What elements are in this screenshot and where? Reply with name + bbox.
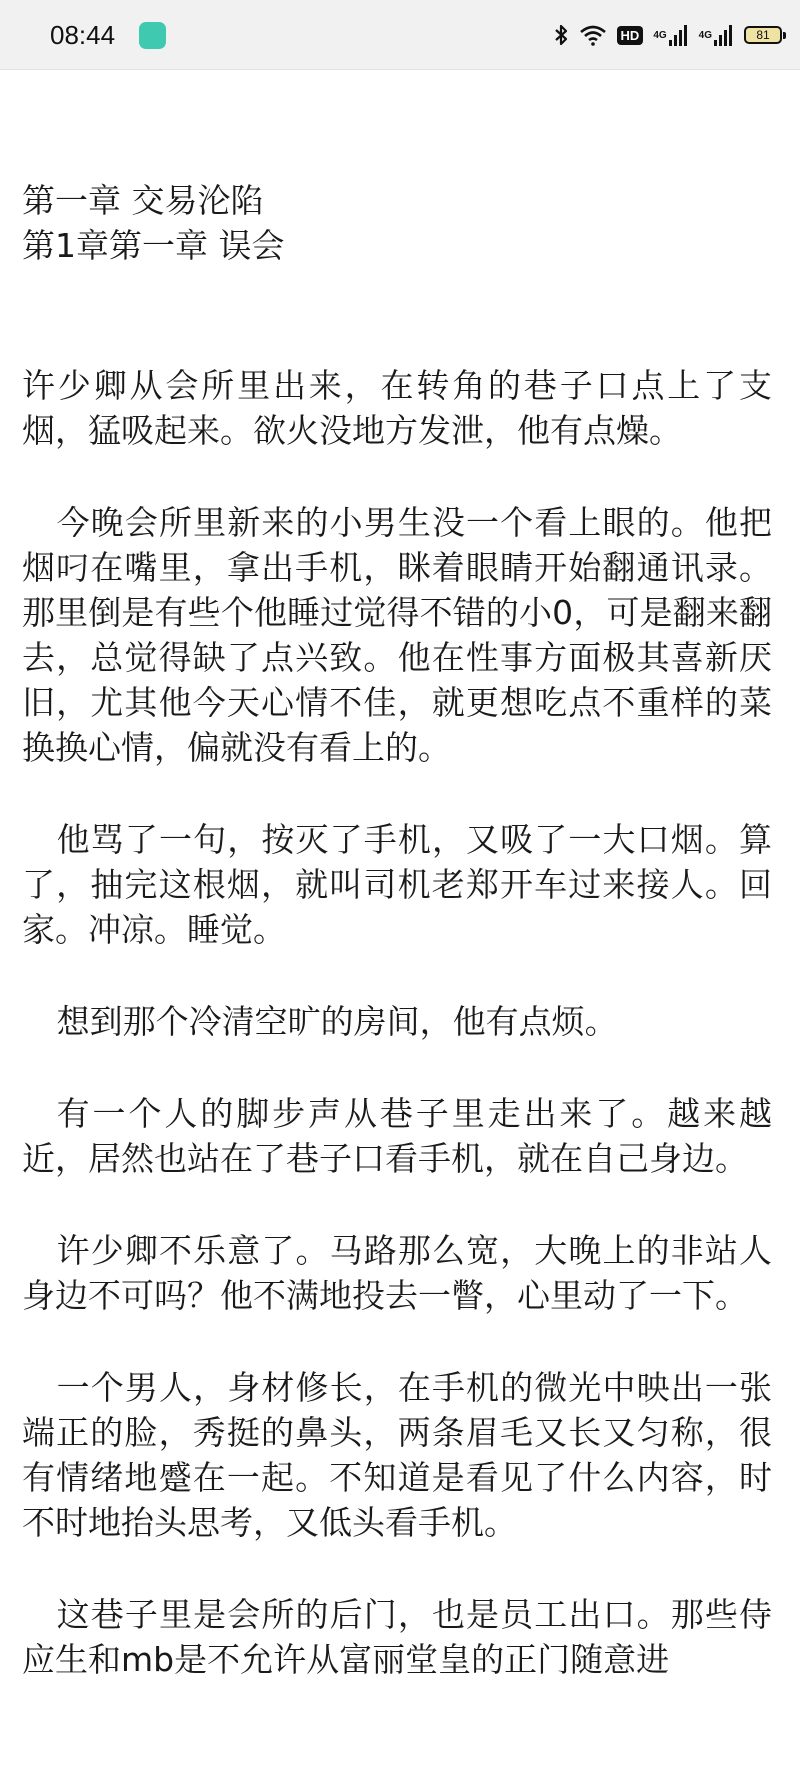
signal-icon bbox=[699, 24, 734, 46]
status-icons bbox=[553, 16, 782, 54]
wifi-icon bbox=[579, 24, 607, 46]
paragraph: 想到那个冷清空旷的房间，他有点烦。 bbox=[56, 1002, 618, 1041]
hd-icon: HD bbox=[617, 26, 644, 45]
network-type-label: 4G bbox=[653, 30, 667, 41]
paragraph: 今晚会所里新来的小男生没一个看上眼的。他把烟叼在嘴里，拿出手机，眯着眼睛开始翻通讯录。那里倒是有些个他睡过觉得不错的小0，可是翻来翻去，总觉得缺了点兴致。他在性事方面极其喜新厌旧，尤其他今天心情不佳，就更想吃点不重样的菜换换心情，偏就没有看上的。 bbox=[22, 503, 772, 767]
paragraph: 这巷子里是会所的后门，也是员工出口。那些侍应生和mb是不允许从富丽堂皇的正门随意进 bbox=[22, 1595, 772, 1679]
chapter-title: 第一章 交易沦陷 bbox=[22, 181, 264, 220]
paragraph: 许少卿从会所里出来，在转角的巷子口点上了支烟，猛吸起来。欲火没地方发泄，他有点燥。 bbox=[22, 366, 772, 450]
status-bar bbox=[0, 0, 800, 70]
bluetooth-icon bbox=[553, 23, 569, 47]
reader-content[interactable] bbox=[22, 178, 772, 1729]
battery-level: 81 bbox=[756, 28, 770, 42]
status-time: 08:44 bbox=[50, 20, 116, 50]
chapter-subtitle: 第1章第一章 误会 bbox=[22, 226, 285, 265]
notification-app-icon bbox=[139, 22, 166, 49]
network-type-label: 4G bbox=[698, 30, 712, 41]
paragraph: 许少卿不乐意了。马路那么宽，大晚上的非站人身边不可吗？他不满地投去一瞥，心里动了一下。 bbox=[22, 1231, 772, 1315]
paragraph: 一个男人，身材修长，在手机的微光中映出一张端正的脸，秀挺的鼻头，两条眉毛又长又匀称，很有情绪地蹙在一起。不知道是看见了什么内容，时不时地抬头思考，又低头看手机。 bbox=[22, 1368, 772, 1542]
paragraph: 他骂了一句，按灭了手机，又吸了一大口烟。算了，抽完这根烟，就叫司机老郑开车过来接人。回家。冲凉。睡觉。 bbox=[22, 820, 772, 949]
battery-icon bbox=[744, 26, 782, 44]
signal-icon bbox=[653, 24, 688, 46]
paragraph: 有一个人的脚步声从巷子里走出来了。越来越近，居然也站在了巷子口看手机，就在自己身边。 bbox=[22, 1094, 772, 1178]
